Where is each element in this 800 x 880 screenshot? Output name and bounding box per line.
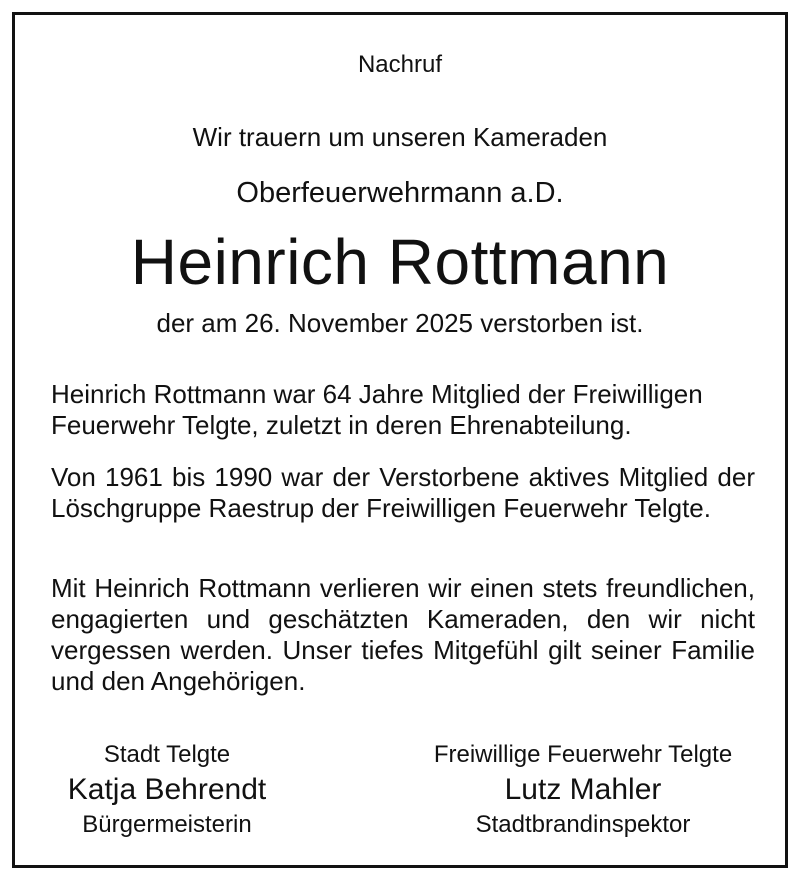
signature-fire-brigade [403,739,763,841]
obituary-notice [12,12,788,868]
paragraph-condolence: Mit Heinrich Rottmann verlieren wir einen stets freundlichen, engagierten und geschätzten Kameraden, den wir nicht vergessen werden. Unser tiefes Mitgefühl gilt seiner Familie und den Angehörigen. [51,573,755,696]
notice-intro: Wir trauern um unseren Kameraden [192,122,608,152]
signature-organization: Freiwillige Feuerwehr Telgte [433,741,733,768]
signature-organization: Stadt Telgte [103,741,231,768]
deceased-rank: Oberfeuerwehrmann a.D. [236,177,564,209]
deceased-name: Heinrich Rottmann [130,226,670,298]
signature-role: Bürgermeisterin [82,811,252,838]
signature-person: Lutz Mahler [504,773,662,806]
signature-city [47,739,287,841]
paragraph-membership: Heinrich Rottmann war 64 Jahre Mitglied der Freiwilligen Feuerwehr Telgte, zuletzt in deren Ehrenabteilung. [51,379,703,440]
signature-person: Katja Behrendt [67,773,267,806]
signature-role: Stadtbrandinspektor [475,811,691,838]
death-date-line: der am 26. November 2025 verstorben ist. [156,308,644,338]
paragraph-active-service: Von 1961 bis 1990 war der Verstorbene aktives Mitglied der Löschgruppe Raestrup der Freiwilligen Feuerwehr Telgte. [51,462,755,523]
notice-heading: Nachruf [357,51,443,78]
